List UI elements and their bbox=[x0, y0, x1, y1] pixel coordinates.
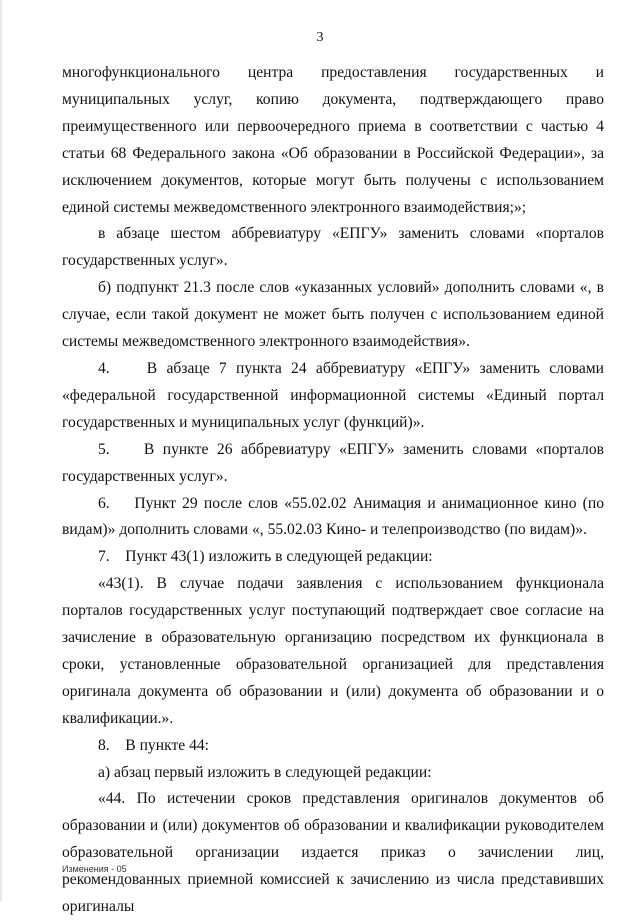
paragraph-item-8: 8. В пункте 44: bbox=[98, 736, 210, 754]
paragraph-item-7: 7. Пункт 43(1) изложить в следующей редакции: bbox=[98, 548, 433, 566]
page-number: 3 bbox=[316, 30, 324, 45]
paragraph-continuation: многофункционального центра предоставления государственных и муниципальных услуг, копию документа, подтверждающего право преимущественного или первоочередного приема в соответствии с частью 4 статьи 68 Федерального закона «Об образовании в Российской Федерации», за исключением документов, которые могут быть получены с использованием единой системы межведомственного электронного взаимодействия;»; bbox=[62, 64, 604, 216]
paragraph-abbreviation-replacement: в абзаце шестом аббревиатуру «ЕПГУ» заменить словами «порталов государственных услуг». bbox=[62, 225, 604, 270]
footer-note: Изменения - 05 bbox=[62, 864, 127, 874]
document-body bbox=[62, 60, 604, 921]
paragraph-subpoint-b: б) подпункт 21.3 после слов «указанных условий» дополнить словами «, в случае, если такой документ не может быть получен с использованием единой системы межведомственного электронного взаимодействия». bbox=[62, 279, 604, 351]
paragraph-subpoint-a: а) абзац первый изложить в следующей редакции: bbox=[98, 763, 432, 781]
paragraph-item-6: 6. Пункт 29 после слов «55.02.02 Анимация и анимационное кино (по видам)» дополнить словами «, 55.02.03 Кино- и телепроизводство (по видам)». bbox=[62, 494, 604, 539]
paragraph-item-5: 5. В пункте 26 аббревиатуру «ЕПГУ» заменить словами «порталов государственных услуг». bbox=[62, 440, 604, 485]
paragraph-quote-44: «44. По истечении сроков представления оригиналов документов об образовании и (или) документов об образовании и квалификации руководителем образовательной организации издается приказ о зачислении лиц, рекомендованных приемной комиссией к зачислению из числа представивших оригиналы bbox=[62, 790, 604, 916]
scan-edge bbox=[0, 0, 2, 901]
paragraph-item-4: 4. В абзаце 7 пункта 24 аббревиатуру «ЕПГУ» заменить словами «федеральной государственной информационной системы «Единый портал государственных и муниципальных услуг (функций)». bbox=[62, 359, 604, 431]
paragraph-quote-43-1: «43(1). В случае подачи заявления с использованием функционала порталов государственных услуг поступающий подтверждает свое согласие на зачисление в образовательную организацию посредством их функционала в сроки, установленные образовательной организацией для представления оригинала документа об образовании и (или) документа об образовании и о квалификации.». bbox=[62, 575, 604, 727]
